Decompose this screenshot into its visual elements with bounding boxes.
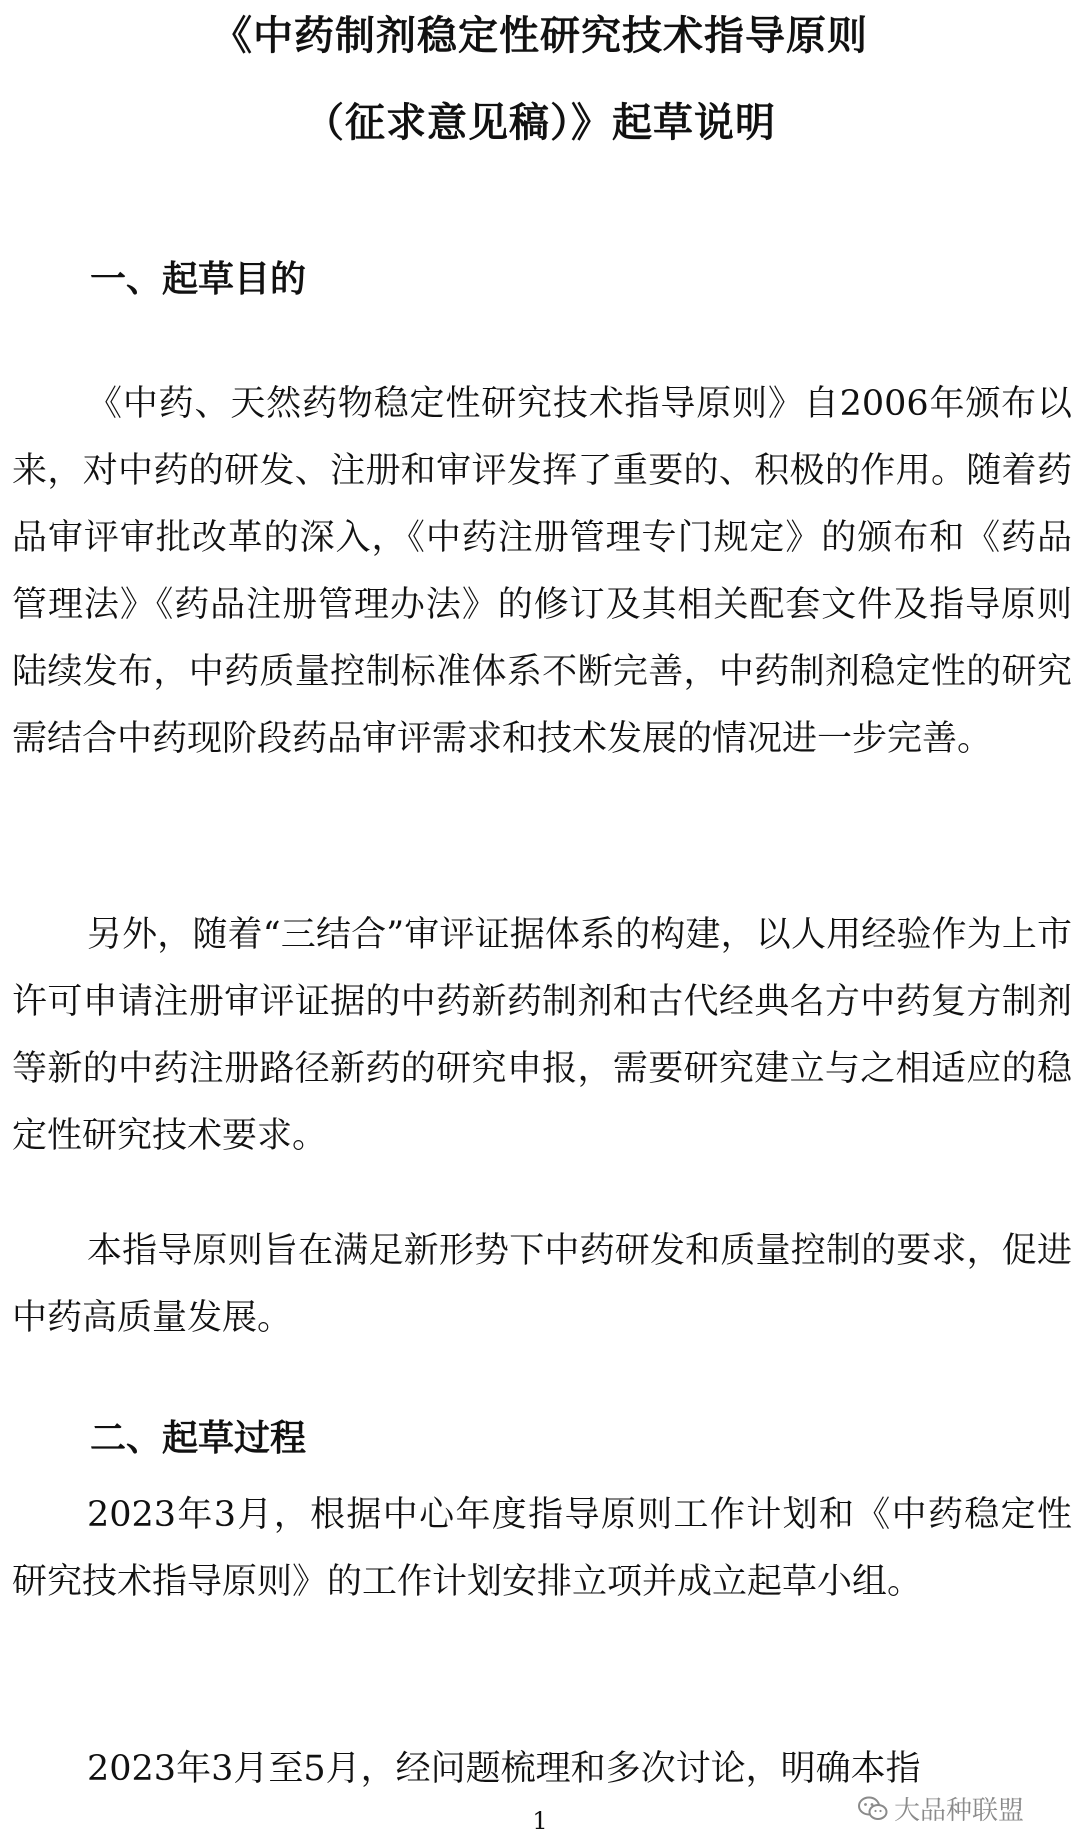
paragraph: 本指导原则旨在满足新形势下中药研发和质量控制的要求，促进中药高质量发展。 [12, 1231, 1072, 1338]
paragraph: 2023年3月，根据中心年度指导原则工作计划和《中药稳定性研究技术指导原则》的工作计划安排立项并成立起草小组。 [12, 1495, 1072, 1602]
document-title-line-1: 《中药制剂稳定性研究技术指导原则 [212, 13, 868, 59]
paragraph: 《中药、天然药物稳定性研究技术指导原则》自2006年颁布以来，对中药的研发、注册和审评发挥了重要的、积极的作用。随着药品审评审批改革的深入，《中药注册管理专门规定》的颁布和《药品管理法》《药品注册管理办法》的修订及其相关配套文件及指导原则陆续发布，中药质量控制标准体系不断完善，中药制剂稳定性的研究需结合中药现阶段药品审评需求和技术发展的情况进一步完善。 [12, 384, 1072, 759]
page-number: 1 [532, 1807, 548, 1835]
section-heading-process: 二、起草过程 [90, 1418, 307, 1459]
document-title-line-2: （征求意见稿）》起草说明 [304, 100, 776, 146]
paragraph: 2023年3月至5月，经问题梳理和多次讨论，明确本指 [87, 1749, 921, 1789]
paragraph: 另外，随着“三结合”审评证据体系的构建，以人用经验作为上市许可申请注册审评证据的中药新药制剂和古代经典名方中药复方制剂等新的中药注册路径新药的研究申报，需要研究建立与之相适应的稳定性研究技术要求。 [12, 915, 1072, 1156]
section-heading-purpose: 一、起草目的 [90, 259, 307, 300]
watermark-text: 大品种联盟 [894, 1796, 1025, 1826]
